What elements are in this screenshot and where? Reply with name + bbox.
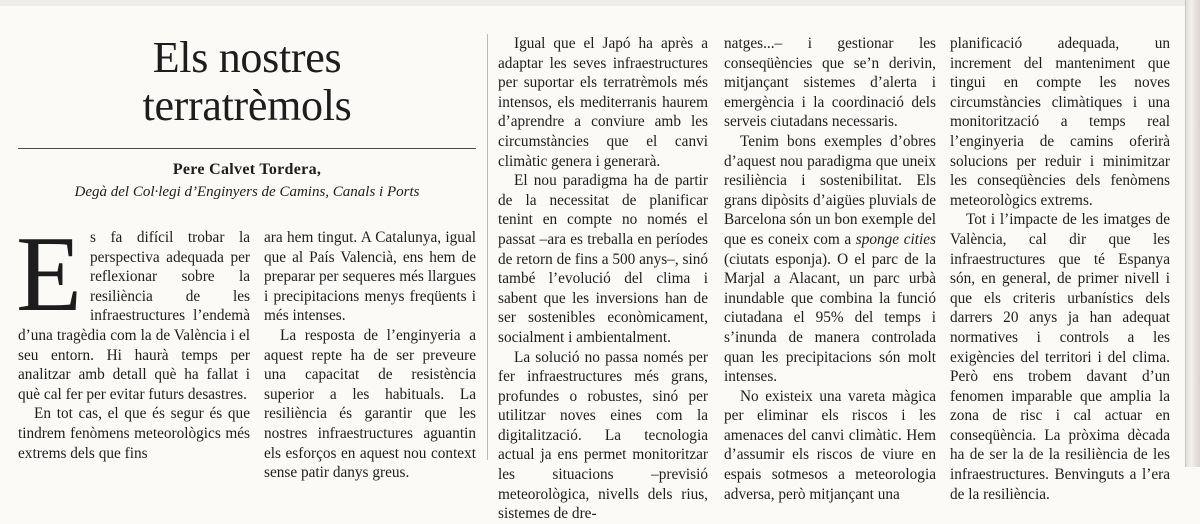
column-1: [16, 215, 250, 463]
paragraph: natges...– i gestionar les conseqüències que se’n derivin, mitjançant sistemes d’alerta i emergència i la coordinació dels serveis ciutadans necessaris.: [724, 35, 936, 131]
paragraph: La resposta de l’enginyeria a aquest repte ha de ser preveure una capacitat de resistència superior a les habituals. La resiliència és garantir que les nostres infraestructures aguantin els esforços en aquest nou context sense patir danys greus.: [264, 326, 476, 482]
article-title: [18, 34, 476, 130]
italic-term: sponge cities: [855, 230, 936, 248]
column-divider: [487, 34, 488, 460]
title-line-1: Els nostres: [152, 33, 342, 82]
column-2: [264, 228, 476, 483]
top-margin: [0, 0, 1186, 6]
paragraph: No existeix una vareta màgica per eliminar els riscos i les amenaces del canvi climàtic. Hem d’assumir els riscos de viure en espais sotmesos a meteorologia adversa, però mitjançant una: [724, 387, 936, 503]
column-5: [950, 34, 1170, 504]
title-line-2: terratrèmols: [142, 81, 352, 130]
author-name: Pere Calvet Tordera,: [172, 161, 322, 178]
paragraph: ara hem tingut. A Catalunya, igual que al País Valencià, ens hem de preparar per sequeres més llargues i precipitacions menys freqüents i més intenses.: [264, 229, 476, 325]
paragraph-text: (ciutats esponja). O el parc de la Marjal a Alacant, un parc urbà inundable que combina la funció ciutadana el 95% del temps i s’inunda de manera controlada quan les precipitacions són molt intenses.: [724, 250, 936, 386]
page-edge: [1186, 0, 1200, 467]
paragraph: Igual que el Japó ha après a adaptar les seves infraestructures per suportar els terratrèmols més intensos, els mediterranis haurem d’aprendre a conviure amb les circumstàncies que el canvi climàtic genera i generarà.: [498, 35, 708, 170]
paragraph-text: Tenim bons exemples d’obres d’aquest nou paradigma que uneix resiliència i sostenibilitat. Els grans dipòsits d’aigües pluvials de Barcelona són un bon exemple del que es coneix com a: [724, 132, 936, 248]
paragraph: El nou paradigma ha de partir de la necessitat de planificar tenint en compte no només el passat –ara es treballa en períodes de retorn de fins a 500 anys–, sinó també l’evolució del clima i sabent que les inversions han de ser sostenibles econòmicament, socialment i ambientalment.: [498, 172, 708, 346]
paragraph: En tot cas, el que és segur és que tindrem fenòmens meteorològics més extrems dels que fins: [18, 405, 250, 462]
author-role: Degà del Col·legi d’Enginyers de Camins, Canals i Ports: [74, 184, 420, 200]
paragraph: [724, 132, 936, 387]
paragraph: Tot i l’impacte de les imatges de València, cal dir que les infraestructures que té Espanya són, en general, de primer nivell i que els criteris urbanístics dels darrers 20 anys ja han adequat normatives i controls a les exigències del territori i del clima. Però ens trobem davant d’un fenomen imparable que amplia la zona de risc i cal actuar en conseqüència. La pròxima dècada ha de ser la de la resiliència de les infraestructures. Benvinguts a l’era de la resiliència.: [950, 211, 1170, 503]
paragraph-text: s fa difícil trobar la perspectiva adequada per reflexionar sobre la resiliència de les infraestructures l’endemà d’una tragèdia com la de València i el seu entorn. Hi haurà temps per analitzar amb detall què ha fallat i què cal fer per evitar futurs desastres.: [18, 229, 250, 403]
title-rule: [18, 148, 476, 149]
column-3: [498, 34, 708, 524]
column-4: [724, 34, 936, 504]
paragraph: La solució no passa només per fer infraestructures més grans, profundes o robustes, sinó per utilitzar noves eines com la digitalització. La tecnologia actual ja ens permet monitoritzar les situacions –previsió meteorològica, nivells dels rius, sistemes de dre-: [498, 348, 708, 523]
drop-cap: E: [16, 215, 82, 334]
paragraph: planificació adequada, un increment del manteniment que tingui en compte les noves circumstàncies climàtiques i una monitorització a temps real l’enginyeria de camins oferirà solucions per reduir i minimitzar les conseqüències dels fenòmens meteorològics extrems.: [950, 35, 1170, 209]
paragraph: [16, 215, 250, 404]
